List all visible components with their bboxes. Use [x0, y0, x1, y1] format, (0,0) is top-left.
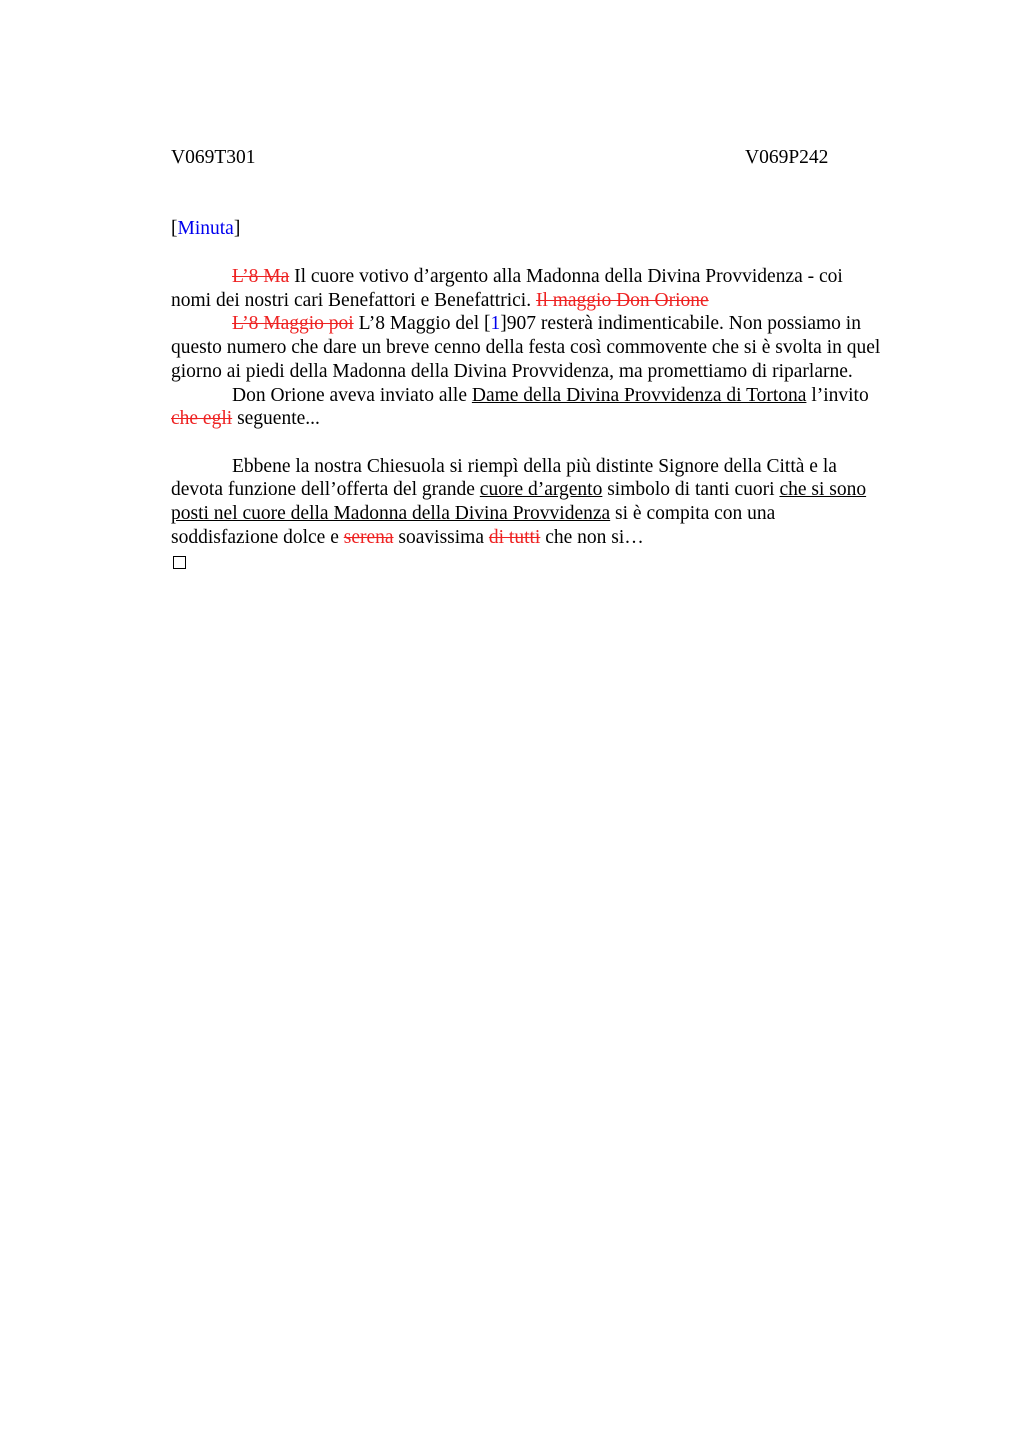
paragraph-text: si è compita con una — [610, 503, 776, 525]
deleted-text: di tutti — [488, 526, 541, 548]
body-text — [171, 265, 931, 576]
paragraph-4 — [171, 455, 931, 479]
document-code-right: V069P242 — [745, 147, 829, 168]
underlined-text: Dame della Divina Provvidenza di Tortona — [471, 384, 807, 406]
paragraph-text: che non si… — [540, 526, 644, 548]
underlined-text: cuore d’argento — [479, 479, 603, 501]
paragraph-text: soddisfazione dolce e — [171, 526, 344, 548]
paragraph-text: simbolo di tanti cuori — [602, 479, 780, 501]
paragraph-text: L’8 Maggio del [ — [353, 313, 491, 335]
label-open-bracket: [ — [171, 218, 178, 239]
deleted-text: L’8 Maggio poi — [232, 313, 354, 335]
paragraph-text: nomi dei nostri cari Benefattori e Benefattrici. — [171, 289, 536, 311]
paragraph-line — [171, 502, 931, 526]
paragraph-line — [171, 289, 931, 313]
deleted-text: L’8 Ma — [232, 266, 290, 287]
label-close-bracket: ] — [233, 218, 241, 239]
deleted-text: serena — [343, 526, 394, 548]
paragraph-gap — [171, 431, 931, 455]
paragraph-line — [171, 526, 931, 550]
paragraph-text: soavissima — [393, 526, 489, 548]
paragraph-2 — [171, 312, 931, 336]
paragraph-text: l’invito — [806, 384, 869, 406]
minuta-text: Minuta — [177, 218, 234, 239]
paragraph-3 — [171, 384, 931, 408]
underlined-text: che si sono — [779, 479, 867, 501]
paragraph-text: Il cuore votivo d’argento alla Madonna della Divina Provvidenza - coi — [289, 266, 843, 287]
editorial-insert: 1 — [490, 313, 501, 335]
paragraph-text: seguente... — [232, 408, 320, 430]
minuta-label — [171, 217, 240, 241]
paragraph-line — [171, 478, 931, 502]
deleted-text: Il maggio Don Orione — [535, 289, 709, 311]
paragraph-text: Don Orione aveva inviato alle — [232, 384, 472, 406]
paragraph-line: questo numero che dare un breve cenno della festa così commovente che si è svolta in quel — [171, 337, 881, 359]
end-marker-box-icon — [173, 556, 186, 569]
underlined-text: posti nel cuore della Madonna della Divina Provvidenza — [171, 503, 611, 525]
deleted-text: che egli — [171, 408, 233, 430]
paragraph-text: ]907 resterà indimenticabile. Non possiamo in — [500, 313, 861, 335]
document-code-left: V069T301 — [171, 147, 256, 168]
paragraph-line — [171, 407, 931, 431]
paragraph-1 — [171, 265, 931, 289]
paragraph-text: devota funzione dell’offerta del grande — [171, 479, 480, 501]
paragraph-text: Ebbene la nostra Chiesuola si riempì della più distinte Signore della Città e la — [232, 455, 837, 477]
paragraph-line: giorno ai piedi della Madonna della Divina Provvidenza, ma promettiamo di riparlarne. — [171, 360, 853, 382]
